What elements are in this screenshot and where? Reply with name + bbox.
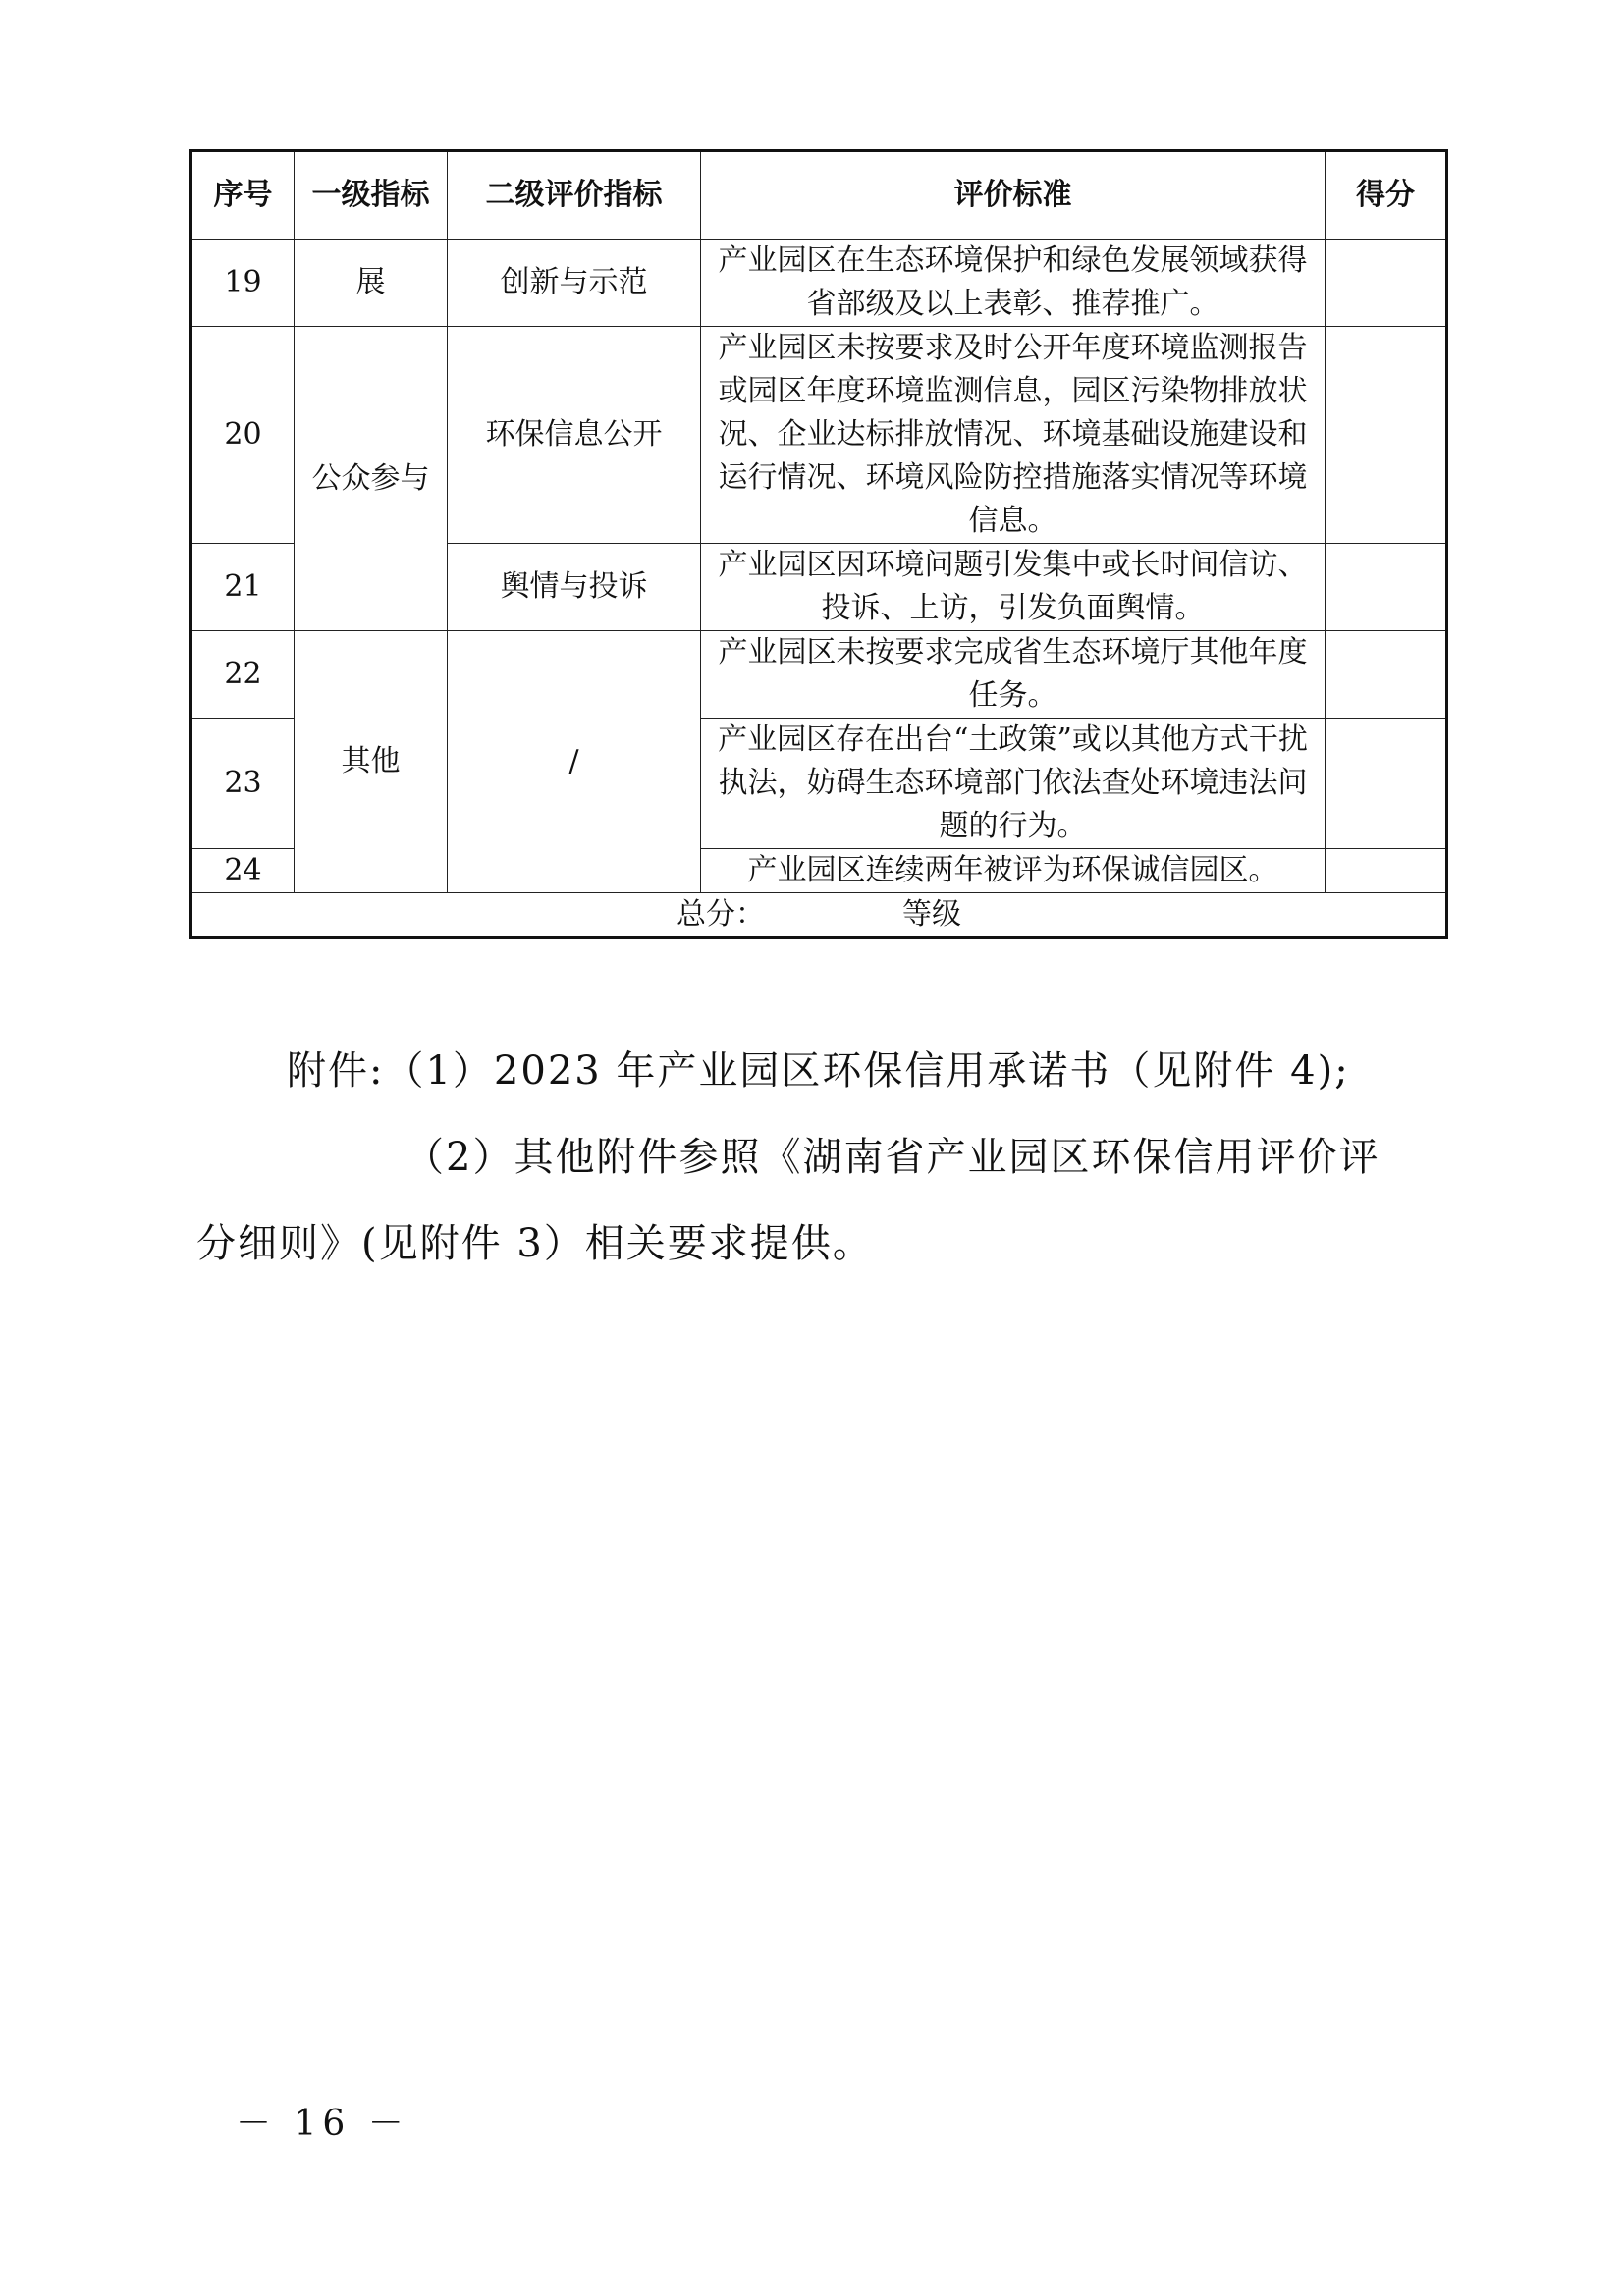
row-criteria: 产业园区因环境问题引发集中或长时间信访、投诉、上访，引发负面舆情。 [701, 544, 1326, 631]
page-number: － 16 － [236, 2104, 409, 2144]
row-level2: 舆情与投诉 [448, 544, 701, 631]
row-score [1326, 719, 1447, 849]
attachment-line-2: （2）其他附件参照《湖南省产业园区环保信用评价评 [405, 1135, 1380, 1180]
row-score [1326, 631, 1447, 719]
row-criteria: 产业园区未按要求完成省生态环境厅其他年度任务。 [701, 631, 1326, 719]
total-cell [191, 893, 1447, 938]
attachment-line-1: 附件:（1）2023 年产业园区环保信用承诺书（见附件 4); [287, 1048, 1350, 1094]
header-no: 序号 [191, 151, 295, 240]
table-row [191, 327, 1447, 544]
row-no: 20 [191, 327, 295, 544]
attachment-line-3: 分细则》(见附件 3）相关要求提供。 [196, 1221, 874, 1266]
row-score [1326, 240, 1447, 327]
row-score [1326, 544, 1447, 631]
row-level2: 环保信息公开 [448, 327, 701, 544]
row-score [1326, 327, 1447, 544]
row-no: 24 [191, 849, 295, 893]
grade-label: 等级 [902, 897, 961, 932]
row-criteria: 产业园区存在出台“土政策”或以其他方式干扰执法，妨碍生态环境部门依法查处环境违法问题的行为。 [701, 719, 1326, 849]
row-criteria: 产业园区未按要求及时公开年度环境监测报告或园区年度环境监测信息，园区污染物排放状况、企业达标排放情况、环境基础设施建设和运行情况、环境风险防控措施落实情况等环境信息。 [701, 327, 1326, 544]
table-row [191, 240, 1447, 327]
row-criteria: 产业园区在生态环境保护和绿色发展领域获得省部级及以上表彰、推荐推广。 [701, 240, 1326, 327]
row-no: 22 [191, 631, 295, 719]
total-label: 总分： [677, 897, 765, 932]
table-row [191, 631, 1447, 719]
table-header-row [191, 151, 1447, 240]
row-level2: / [448, 631, 701, 893]
row-level1: 展 [295, 240, 448, 327]
header-level1: 一级指标 [295, 151, 448, 240]
row-score [1326, 849, 1447, 893]
row-level1: 其他 [295, 631, 448, 893]
row-level2: 创新与示范 [448, 240, 701, 327]
header-level2: 二级评价指标 [448, 151, 701, 240]
row-no: 21 [191, 544, 295, 631]
header-score: 得分 [1326, 151, 1447, 240]
row-no: 23 [191, 719, 295, 849]
header-criteria: 评价标准 [701, 151, 1326, 240]
row-criteria: 产业园区连续两年被评为环保诚信园区。 [701, 849, 1326, 893]
row-no: 19 [191, 240, 295, 327]
total-row [191, 893, 1447, 938]
row-level1: 公众参与 [295, 327, 448, 631]
evaluation-table [189, 149, 1448, 939]
